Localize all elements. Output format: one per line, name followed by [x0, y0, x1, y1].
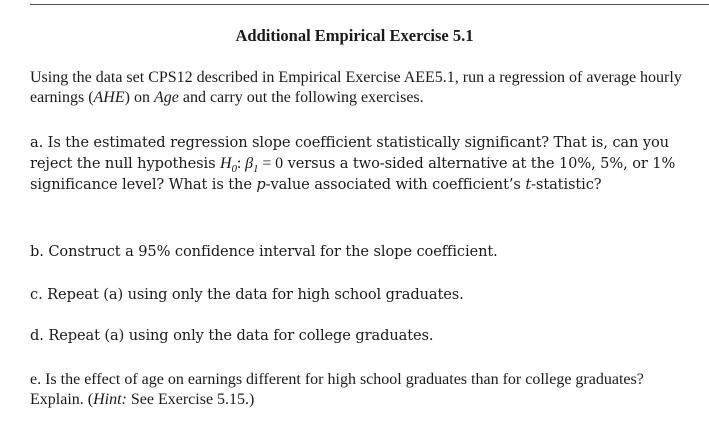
question-a — [30, 132, 690, 195]
qa-text-2: versus a two-sided alternative at the 10%, 5%, or 1% significance level? What is the — [30, 155, 676, 193]
null-hypothesis: $H_0$: $\beta_1 = 0$ — [220, 155, 284, 176]
qe-text-1: e. Is the effect of age on earnings different for high school graduates than for college graduates? Explain. ( — [30, 371, 644, 408]
age-variable: Age — [153, 89, 179, 106]
ahe-variable: AHE — [93, 89, 125, 106]
question-d: d. Repeat (a) using only the data for college graduates. — [30, 327, 434, 344]
question-c: c. Repeat (a) using only the data for high school graduates. — [30, 286, 464, 303]
intro-text-3: and carry out the following exercises. — [178, 89, 424, 106]
intro-text-1: Using the data set CPS12 described in Empirical Exercise AEE5.1, run a regression of average hourly earnings ( — [30, 69, 682, 106]
top-divider — [30, 4, 709, 5]
question-e — [30, 370, 690, 410]
t-symbol: t — [525, 176, 532, 193]
question-b: b. Construct a 95% confidence interval for the slope coefficient. — [30, 243, 498, 260]
p-symbol: p — [256, 176, 266, 193]
qa-text-4: -statistic? — [531, 176, 602, 193]
qe-text-2: See Exercise 5.15.) — [126, 391, 255, 408]
hint-label: Hint: — [93, 391, 127, 408]
intro-paragraph — [30, 68, 690, 108]
qa-text-1: a. Is the estimated regression slope coefficient statistically significant? That is, can you reject the null hypothesis — [30, 134, 669, 172]
exercise-title: Additional Empirical Exercise 5.1 — [235, 26, 474, 45]
intro-text-2: ) on — [124, 89, 154, 106]
qa-text-3: -value associated with coefficient’s — [265, 176, 526, 193]
